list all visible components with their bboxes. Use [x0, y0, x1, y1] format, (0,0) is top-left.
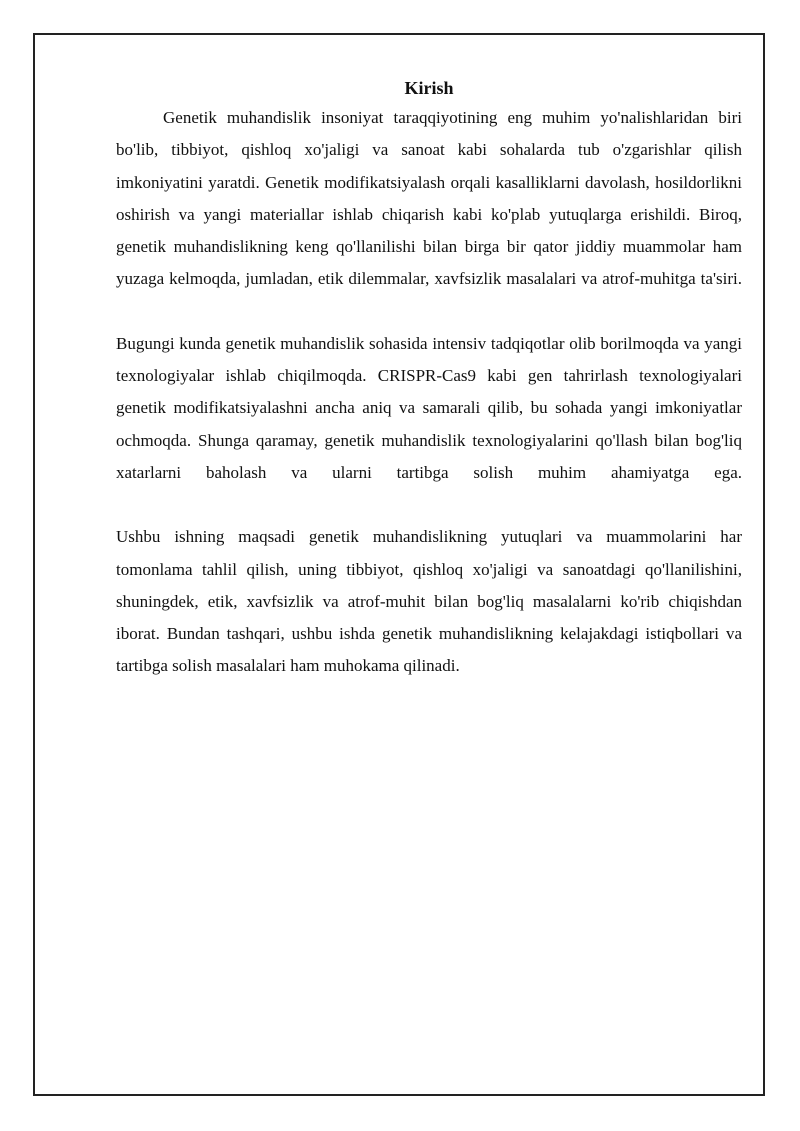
paragraph-spacer — [116, 296, 742, 328]
paragraph-purpose: Ushbu ishning maqsadi genetik muhandislikning yutuqlari va muammolarini har tomonlama tahlil qilish, uning tibbiyot, qishloq xo'jaligi va sanoatdagi qo'llanilishini, shuningdek, etik, xavfsizlik va atrof-muhit bilan bog'liq masalalarni ko'rib chiqishdan iborat. Bundan tashqari, ushbu ishda genetik muhandislikning kelajakdagi istiqbollari va tartibga solish masalalari ham muhokama qilinadi. — [116, 527, 742, 676]
paragraph-spacer — [116, 489, 742, 521]
document-body — [116, 74, 742, 683]
paragraph-intro: Genetik muhandislik insoniyat taraqqiyotining eng muhim yo'nalishlaridan biri bo'lib, tibbiyot, qishloq xo'jaligi va sanoat kabi sohalarda tub o'zgarishlar qilish imkoniyatini yaratdi. Genetik modifikatsiyalash orqali kasalliklarni davolash, hosildorlikni oshirish va yangi materiallar ishlab chiqarish kabi ko'plab yutuqlarga erishildi. Biroq, genetik muhandislikning keng qo'llanilishi bilan birga bir qator jiddiy muammolar ham yuzaga kelmoqda, jumladan, etik dilemmalar, xavfsizlik masalalari va atrof-muhitga ta'siri. — [116, 108, 742, 289]
document-title: Kirish — [404, 78, 454, 98]
paragraph-current-research: Bugungi kunda genetik muhandislik sohasida intensiv tadqiqotlar olib borilmoqda va yangi texnologiyalar ishlab chiqilmoqda. CRISPR-Cas9 kabi gen tahrirlash texnologiyalari genetik modifikatsiyalashni ancha aniq va samarali qilib, bu sohada yangi imkoniyatlar ochmoqda. Shunga qaramay, genetik muhandislik texnologiyalarini qo'llash bilan bog'liq xatarlarni baholash va ularni tartibga solish muhim ahamiyatga ega. — [116, 333, 742, 482]
